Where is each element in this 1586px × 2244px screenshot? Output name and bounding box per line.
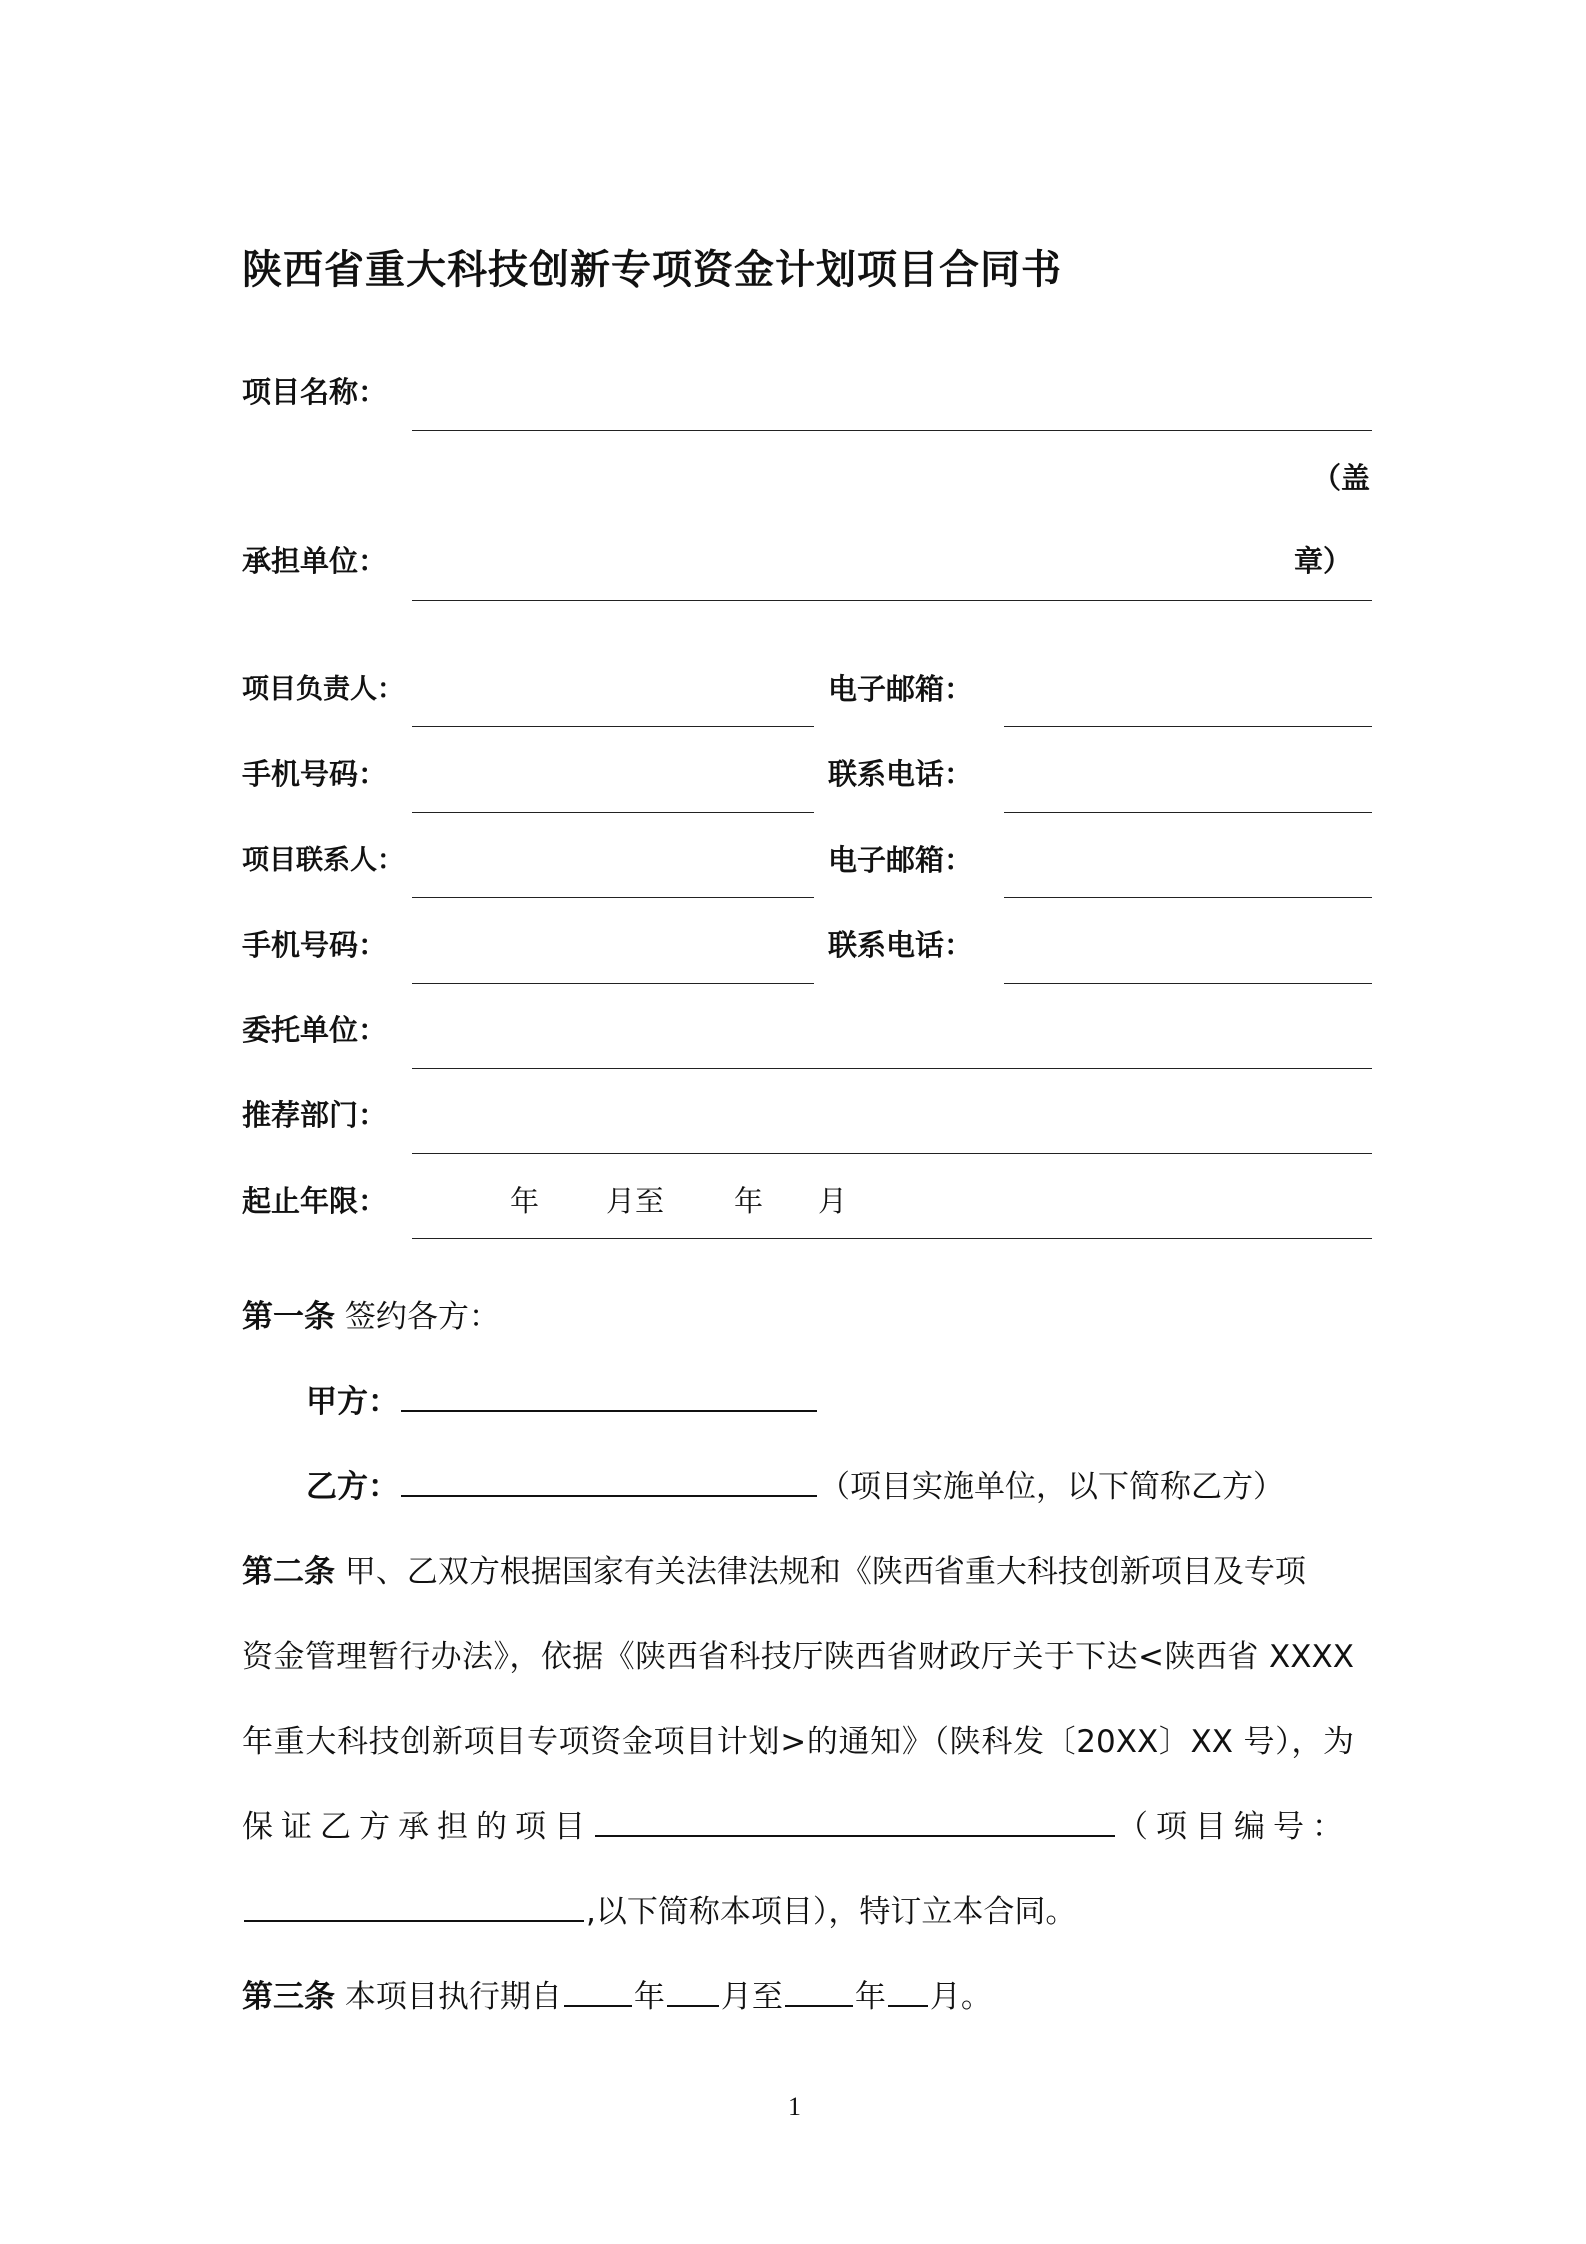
undertaker-label: 承担单位： (242, 544, 388, 578)
art3-year-2: 年 (854, 1979, 886, 2015)
article-3-text: 本项目执行期自 (344, 1979, 562, 2015)
party-a-label: 甲方： (306, 1384, 399, 1420)
contact-field[interactable] (412, 897, 814, 898)
article-2-text-4a: 保证乙方承担的项目 (242, 1809, 593, 1845)
period-year-end: 年 (734, 1184, 764, 1218)
article-2-head: 第二条 (242, 1554, 335, 1590)
article-2-line-1 (242, 1554, 1306, 1590)
project-name-label: 项目名称： (242, 375, 388, 409)
article-3-head: 第三条 (242, 1979, 335, 2015)
art3-month-end-blank[interactable] (888, 2001, 928, 2007)
contact-email-label: 电子邮箱： (828, 843, 974, 877)
undertaker-field[interactable] (412, 600, 1372, 601)
leader-label: 项目负责人： (242, 674, 404, 705)
page-number: 1 (788, 2092, 801, 2121)
period-field[interactable] (412, 1238, 1372, 1239)
art3-month-1: 月至 (720, 1979, 783, 2015)
leader-email-label: 电子邮箱： (828, 672, 974, 706)
article-2-line-3: 年重大科技创新项目专项资金项目计划>的通知》（陕科发〔20XX〕XX 号），为 (242, 1724, 1354, 1760)
contact-mobile-label: 手机号码： (242, 928, 388, 962)
contact-label: 项目联系人： (242, 845, 404, 876)
party-b-blank[interactable] (401, 1491, 817, 1497)
period-month-end: 月 (818, 1184, 848, 1218)
art3-year-end-blank[interactable] (785, 2001, 853, 2007)
party-a-line (306, 1384, 819, 1420)
party-a-blank[interactable] (401, 1406, 817, 1412)
article-3 (242, 1979, 992, 2015)
period-year-start: 年 (510, 1184, 540, 1218)
article-2-line-4 (242, 1809, 1351, 1845)
document-title: 陕西省重大科技创新专项资金计划项目合同书 (242, 247, 1062, 293)
article-1 (242, 1299, 500, 1335)
leader-phone-label: 联系电话： (828, 757, 974, 791)
entrust-label: 委托单位： (242, 1013, 388, 1047)
seal-note-bottom: 章） (1294, 544, 1353, 578)
art3-year-1: 年 (633, 1979, 665, 2015)
leader-mobile-label: 手机号码： (242, 757, 388, 791)
party-b-label: 乙方： (306, 1469, 399, 1505)
project-name-field[interactable] (412, 430, 1372, 431)
article-1-text: 签约各方： (344, 1299, 500, 1335)
article-2-line-5 (242, 1894, 1077, 1930)
seal-note-top: （盖 (1312, 461, 1371, 495)
leader-phone-field[interactable] (1004, 812, 1372, 813)
party-b-line (306, 1469, 1284, 1505)
contact-email-field[interactable] (1004, 897, 1372, 898)
article-1-head: 第一条 (242, 1299, 335, 1335)
recommend-field[interactable] (412, 1153, 1372, 1154)
art3-year-start-blank[interactable] (564, 2001, 632, 2007)
contact-phone-field[interactable] (1004, 983, 1372, 984)
leader-field[interactable] (412, 726, 814, 727)
art3-month-start-blank[interactable] (667, 2001, 719, 2007)
entrust-field[interactable] (412, 1068, 1372, 1069)
party-b-note: （项目实施单位，以下简称乙方） (819, 1469, 1284, 1505)
contact-phone-label: 联系电话： (828, 928, 974, 962)
period-month-start: 月至 (606, 1184, 665, 1218)
leader-mobile-field[interactable] (412, 812, 814, 813)
art3-month-2: 月。 (929, 1979, 992, 2015)
project-title-blank[interactable] (595, 1831, 1115, 1837)
recommend-label: 推荐部门： (242, 1098, 388, 1132)
period-label: 起止年限： (242, 1184, 388, 1218)
project-number-blank[interactable] (244, 1916, 584, 1922)
article-2-text-5: ,以下简称本项目），特订立本合同。 (586, 1894, 1077, 1930)
contact-mobile-field[interactable] (412, 983, 814, 984)
article-2-text-1: 甲、乙双方根据国家有关法律法规和《陕西省重大科技创新项目及专项 (344, 1554, 1306, 1590)
leader-email-field[interactable] (1004, 726, 1372, 727)
article-2-text-4b: （项目编号： (1117, 1809, 1351, 1845)
article-2-line-2: 资金管理暂行办法》，依据《陕西省科技厅陕西省财政厅关于下达<陕西省 XXXX (242, 1639, 1354, 1675)
